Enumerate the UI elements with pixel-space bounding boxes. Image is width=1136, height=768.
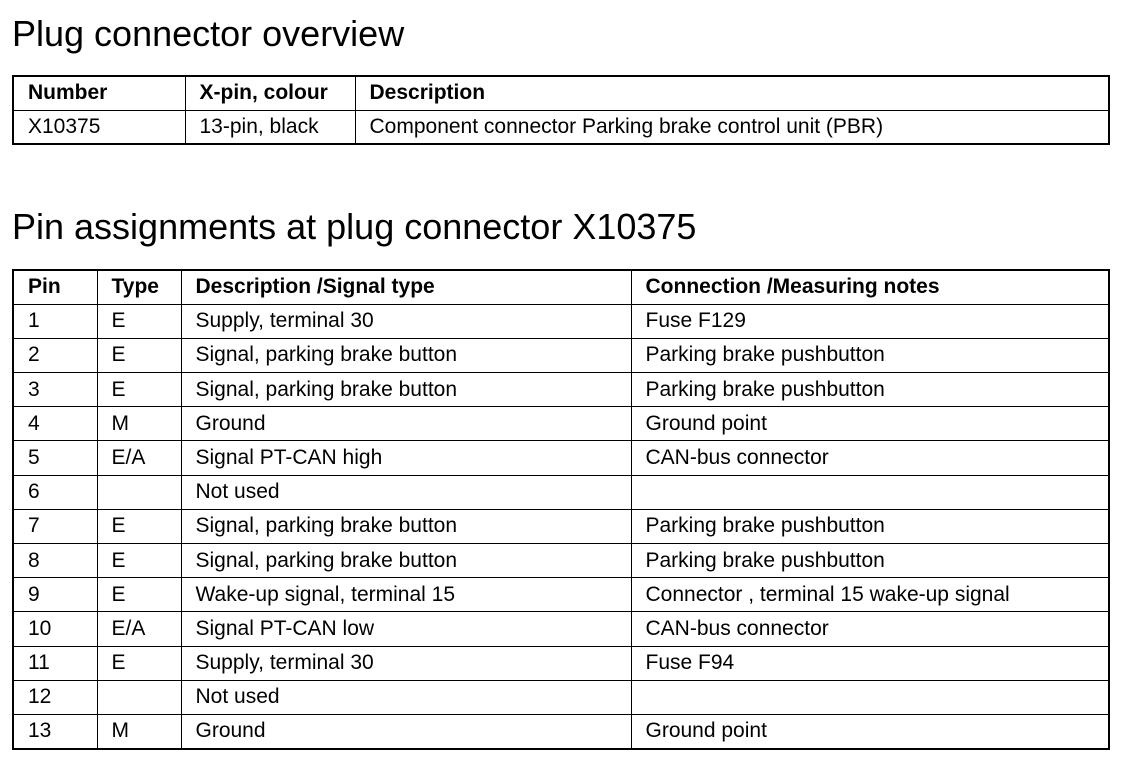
table-row — [13, 304, 1109, 338]
cell-type: E/A — [97, 612, 181, 646]
header-measuring-notes: Connection /Measuring notes — [631, 270, 1109, 304]
cell-pin: 6 — [13, 475, 97, 509]
cell-signal-type: Supply, terminal 30 — [181, 304, 631, 338]
cell-type: M — [97, 714, 181, 748]
cell-measuring-notes: Parking brake pushbutton — [631, 373, 1109, 407]
table-row — [13, 338, 1109, 372]
pins-header-row — [13, 270, 1109, 304]
cell-measuring-notes — [631, 680, 1109, 714]
cell-signal-type: Not used — [181, 475, 631, 509]
pin-assignments-heading: Pin assignments at plug connector X10375 — [12, 206, 697, 247]
cell-signal-type: Signal, parking brake button — [181, 338, 631, 372]
table-row — [13, 714, 1109, 748]
cell-measuring-notes: CAN-bus connector — [631, 612, 1109, 646]
header-description: Description — [355, 76, 1109, 110]
cell-type — [97, 475, 181, 509]
overview-table — [12, 75, 1110, 145]
cell-measuring-notes: Parking brake pushbutton — [631, 544, 1109, 578]
cell-pin: 3 — [13, 373, 97, 407]
header-signal-type: Description /Signal type — [181, 270, 631, 304]
cell-signal-type: Wake-up signal, terminal 15 — [181, 578, 631, 612]
cell-measuring-notes: Fuse F129 — [631, 304, 1109, 338]
table-row — [13, 441, 1109, 475]
cell-signal-type: Signal PT-CAN low — [181, 612, 631, 646]
header-type: Type — [97, 270, 181, 304]
cell-type: E — [97, 509, 181, 543]
cell-type: E — [97, 578, 181, 612]
cell-pin: 13 — [13, 714, 97, 748]
cell-pin: 11 — [13, 646, 97, 680]
table-row — [13, 407, 1109, 441]
cell-signal-type: Signal, parking brake button — [181, 509, 631, 543]
cell-pin: 5 — [13, 441, 97, 475]
table-row — [13, 110, 1109, 144]
cell-type: E — [97, 373, 181, 407]
header-number: Number — [13, 76, 185, 110]
cell-description: Component connector Parking brake control unit (PBR) — [355, 110, 1109, 144]
table-row — [13, 509, 1109, 543]
table-row — [13, 646, 1109, 680]
cell-measuring-notes: Parking brake pushbutton — [631, 509, 1109, 543]
cell-signal-type: Supply, terminal 30 — [181, 646, 631, 680]
cell-signal-type: Ground — [181, 407, 631, 441]
overview-header-row — [13, 76, 1109, 110]
table-row — [13, 544, 1109, 578]
table-row — [13, 680, 1109, 714]
cell-number: X10375 — [13, 110, 185, 144]
cell-signal-type: Signal PT-CAN high — [181, 441, 631, 475]
cell-pin: 4 — [13, 407, 97, 441]
cell-type: E — [97, 646, 181, 680]
cell-pin: 1 — [13, 304, 97, 338]
cell-measuring-notes: Parking brake pushbutton — [631, 338, 1109, 372]
cell-measuring-notes: Ground point — [631, 714, 1109, 748]
cell-signal-type: Signal, parking brake button — [181, 544, 631, 578]
cell-pin: 7 — [13, 509, 97, 543]
table-row — [13, 578, 1109, 612]
cell-measuring-notes — [631, 475, 1109, 509]
table-row — [13, 612, 1109, 646]
cell-type — [97, 680, 181, 714]
cell-type: E — [97, 304, 181, 338]
cell-type: M — [97, 407, 181, 441]
overview-heading: Plug connector overview — [12, 13, 405, 54]
cell-type: E — [97, 544, 181, 578]
cell-type: E — [97, 338, 181, 372]
cell-measuring-notes: Ground point — [631, 407, 1109, 441]
header-x-pin-colour: X-pin, colour — [185, 76, 355, 110]
cell-measuring-notes: CAN-bus connector — [631, 441, 1109, 475]
pins-table-body — [13, 304, 1109, 748]
cell-pin: 2 — [13, 338, 97, 372]
cell-type: E/A — [97, 441, 181, 475]
cell-pin: 10 — [13, 612, 97, 646]
cell-x-pin-colour: 13-pin, black — [185, 110, 355, 144]
cell-pin: 9 — [13, 578, 97, 612]
cell-pin: 8 — [13, 544, 97, 578]
header-pin: Pin — [13, 270, 97, 304]
table-row — [13, 373, 1109, 407]
cell-signal-type: Ground — [181, 714, 631, 748]
table-row — [13, 475, 1109, 509]
cell-pin: 12 — [13, 680, 97, 714]
cell-measuring-notes: Fuse F94 — [631, 646, 1109, 680]
cell-signal-type: Not used — [181, 680, 631, 714]
pin-assignments-table — [12, 269, 1110, 750]
cell-signal-type: Signal, parking brake button — [181, 373, 631, 407]
cell-measuring-notes: Connector , terminal 15 wake-up signal — [631, 578, 1109, 612]
